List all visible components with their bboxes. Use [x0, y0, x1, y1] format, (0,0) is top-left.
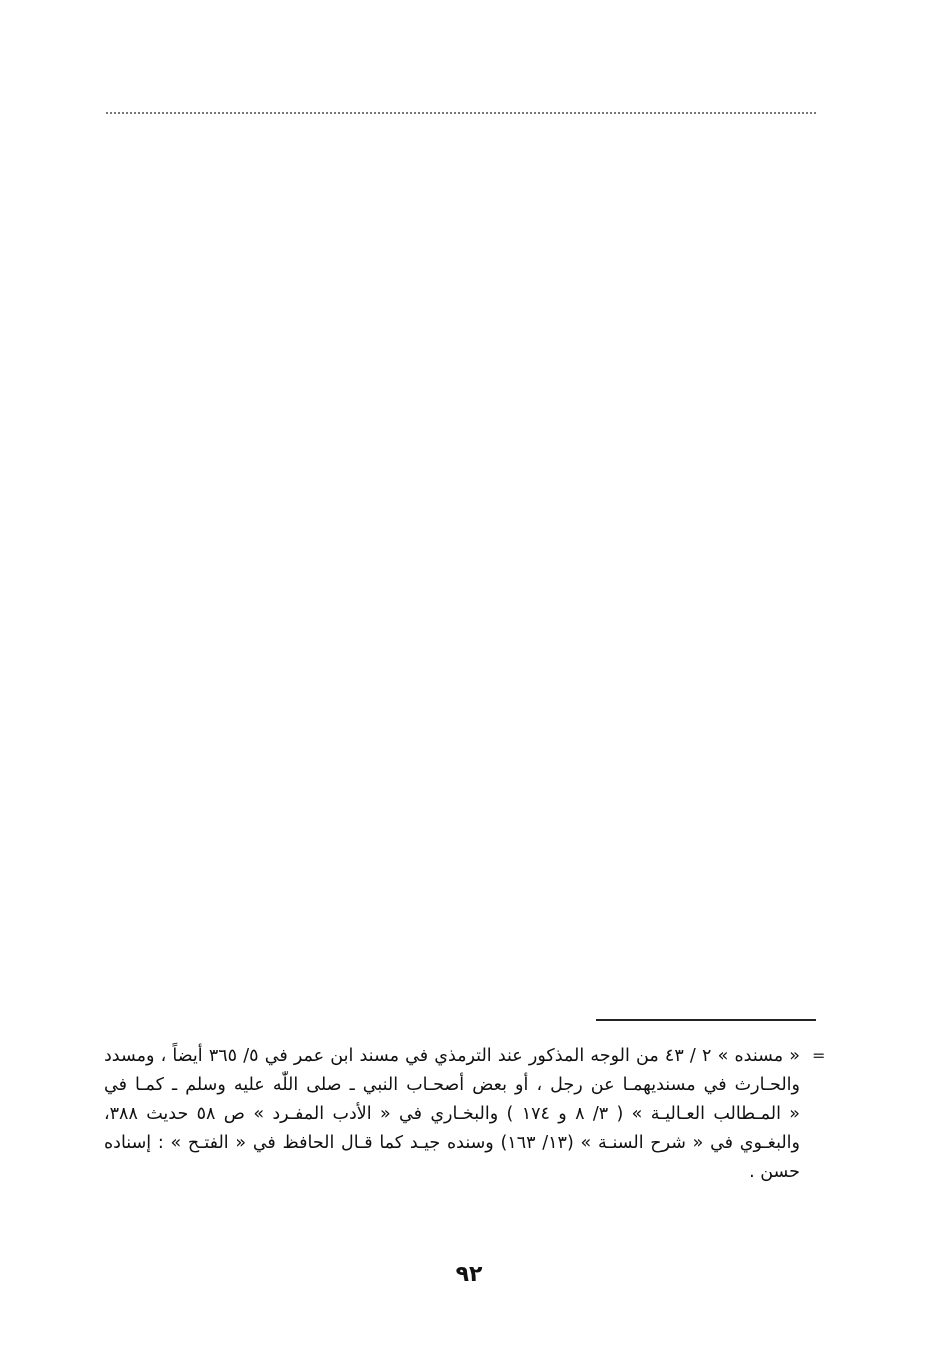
page-number: ٩٢ — [455, 1262, 483, 1287]
footnote-line: حسن . — [749, 1162, 800, 1182]
footnote-line: والحـارث في مسنديهمـا عن رجل ، أو بعض أصحـاب النبي ـ صلى اللّٰه عليه وسلم ـ كمـا في — [104, 1075, 800, 1095]
footnote-line: « مسنده » ٢ / ٤٣ من الوجه المذكور عند الترمذي في مسند ابن عمر في ٥/ ٣٦٥ أيضاً ، ومسدد — [104, 1046, 800, 1066]
footnote-line: « المـطالب العـاليـة » ( ٣/ ٨ و ١٧٤ ) والبخـاري في « الأدب المفـرد » ص ٥٨ حديث ٣٨٨، — [104, 1104, 800, 1124]
footnote-text — [104, 1042, 800, 1187]
footnote-separator-rule — [596, 1019, 816, 1021]
footnote-continuation-mark: = — [812, 1046, 826, 1065]
footnote-line: والبغـوي في « شرح السنـة » (١٣/ ١٦٣) وسنده جيـد كما قـال الحافظ في « الفتـح » : إسناده — [104, 1133, 800, 1153]
header-dotted-rule — [106, 112, 816, 114]
